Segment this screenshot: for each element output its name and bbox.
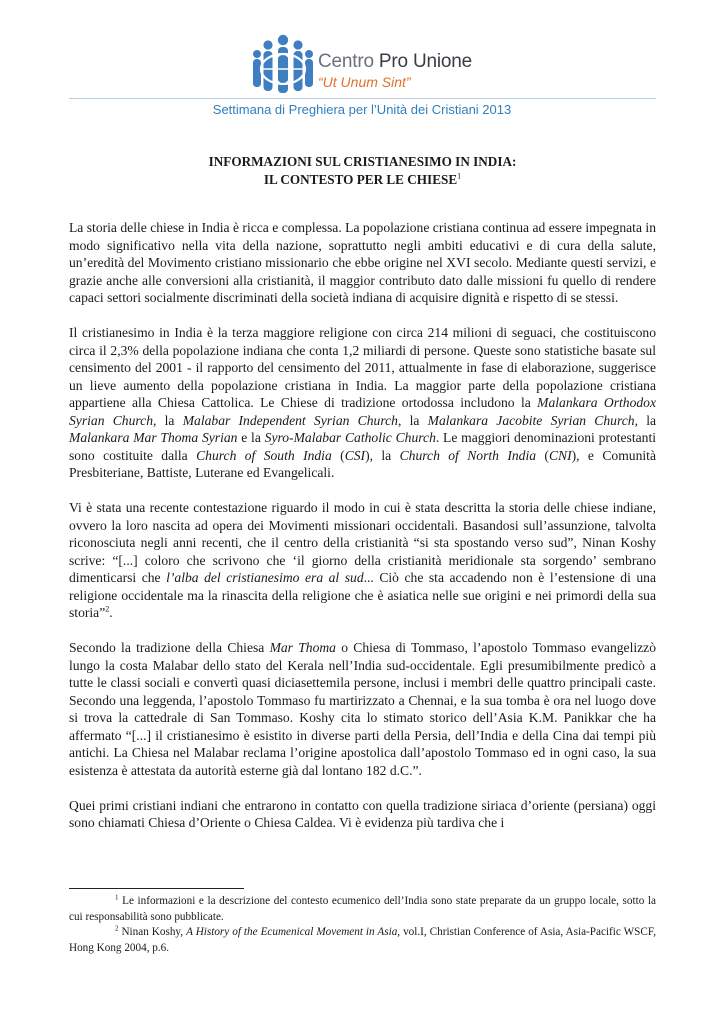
- church-abbreviation: CNI: [548, 447, 572, 463]
- header-title: Settimana di Preghiera per l’Unità dei Cristiani 2013: [212, 102, 512, 117]
- paragraph-1: La storia delle chiese in India è ricca e complessa. La popolazione cristiana continua ad essere impegnata in modo significativo nella vita della nazione, soprattutto negli ambiti educativi e di cura della salute, un’eredità del Movimento cristiano missionario che ebbe origine nel XVI secolo. Mediante questi servizi, e grazie anche alle conversioni alla cristianità, il maggior contributo dato dalle missioni fu quello di rendere capaci settori socialmente discriminati della società indiana di acquisire dignità e rispetto di se stessi.: [69, 220, 656, 305]
- church-name: Church of South India: [196, 447, 332, 463]
- paragraph-2-text: (: [331, 447, 345, 463]
- footnotes: [69, 894, 656, 956]
- footnote-1-text: Le informazioni e la descrizione del contesto ecumenico dell’India sono state preparate da un gruppo locale, sotto la cui responsabilità sono pubblicate.: [69, 895, 656, 923]
- paragraph-4: [69, 639, 656, 779]
- paragraph-2-text: e la: [237, 430, 265, 445]
- logo-motto: “Ut Unum Sint”: [318, 74, 411, 90]
- paragraph-2-text: , la: [634, 412, 657, 428]
- paragraph-4-text: o Chiesa di Tommaso, l’apostolo Tommaso evangelizzò lungo la costa Malabar dello stato del Kerala nell’India sud-occidentale. Egli presumibilmente predicò a tutte le classi sociali e convertì quasi diciasettemila persone, inclusi i membri delle quattro principali caste. Secondo una leggenda, l’apostolo Tommaso fu martirizzato a Chennai, e la sua tomba è ora nel luogo dove si trova la cattedrale di San Tommaso. Koshy cita lo stimato storico dell’Asia K.M. Panikkar che ha affermato “[...] il cristianesimo è esistito in diverse parti della Persia, dell’India e della Cina dai tempi più antichi. La Chiesa nel Malabar reclama l’origine apostolica dall’apostolo Tommaso ed in ogni caso, la sua esistenza è attestata da autorità esterne già dal lontano 182 d.C.”.: [69, 640, 657, 778]
- paragraph-2-text: (: [536, 447, 549, 463]
- paragraph-2-text: , la: [397, 412, 428, 428]
- church-name: Malabar Independent Syrian Church: [182, 412, 398, 428]
- paragraph-5: Quei primi cristiani indiani che entrarono in contatto con quella tradizione siriaca d’oriente (persiana) oggi sono chiamati Chiesa d’Oriente o Chiesa Caldea. Vi è evidenza più tardiva che i: [69, 797, 656, 830]
- logo-name: [318, 51, 472, 73]
- paragraph-3-text: ... Ciò che sta accadendo non è l’estensione di una religione occidentale ma la rinascita della religione che è asiatica nelle sue origini e nei primordi della sua storia”: [69, 570, 657, 620]
- paragraph-3: [69, 499, 656, 622]
- header-rule: [69, 98, 656, 99]
- paragraph-3-text: .: [109, 605, 113, 620]
- paragraph-2-text: , la: [153, 412, 183, 428]
- paragraph-2-text: ), la: [365, 447, 400, 463]
- logo-name-part1: Centro: [318, 51, 379, 72]
- church-name: Church of North India: [399, 447, 537, 463]
- paragraph-2: [69, 324, 656, 482]
- footnote-ref-1: 1: [457, 171, 462, 181]
- logo-text: [318, 51, 472, 91]
- document-title: [69, 153, 656, 189]
- church-name: Malankara Jacobite Syrian Church: [427, 412, 635, 428]
- footnote-1-number: 1: [115, 893, 119, 902]
- church-abbreviation: CSI: [344, 447, 366, 463]
- paragraph-2-text: Il cristianesimo in India è la terza maggiore religione con circa 214 milioni di seguaci, che costituiscono circa il 2,3% della popolazione indiana che conta 1,2 miliardi di persone. Queste sono statistiche basate sul censimento del 2001 - il rapporto del censimento del 2011, attualmente in fase di elaborazione, suggerisce un lieve aumento della popolazione cristiana in India. La maggior parte della popolazione cristiana appartiene alla Chiesa Cattolica. Le Chiese di tradizione ortodossa includono la: [69, 325, 656, 410]
- church-name: Malankara Orthodox Syrian Church: [69, 395, 656, 428]
- italic-quote: l’alba del cristianesimo era al sud: [166, 570, 364, 585]
- people-globe-logo-icon: [250, 33, 316, 97]
- document-body: [69, 219, 656, 832]
- footnote-2-number: 2: [115, 924, 119, 933]
- church-name: Mar Thoma: [269, 640, 336, 655]
- document-title-line2-text: IL CONTESTO PER LE CHIESE: [263, 172, 458, 187]
- footnote-2-book-title: A History of the Ecumenical Movement in Asia: [186, 926, 398, 939]
- footnote-1: [69, 894, 656, 925]
- document-title-line2: [69, 171, 656, 189]
- footnote-2: [69, 925, 656, 956]
- paragraph-2-text: ), e Comunità Presbiteriane, Battiste, Luterane ed Evangelicali.: [69, 447, 656, 480]
- footnote-separator: [69, 888, 244, 889]
- paragraph-2-text: . Le maggiori denominazioni protestanti sono costituite dalla: [69, 430, 657, 463]
- paragraph-4-text: Secondo la tradizione della Chiesa: [69, 640, 270, 655]
- paragraph-3-text: Vi è stata una recente contestazione riguardo il modo in cui è stata descritta la storia delle chiese indiane, ovvero la loro nascita ad opera dei Movimenti missionari occidentali. Basandosi sull’assunzione, talvolta riconosciuta negli anni recenti, che il centro della cristianità “si sta spostando verso sud”, Ninan Koshy scrive: “[...] coloro che scrivono che ‘il giorno della cristianità meridionale sta sorgendo’ sembrano dimenticarsi che: [69, 500, 656, 585]
- document-title-line1: INFORMAZIONI SUL CRISTIANESIMO IN INDIA:: [208, 154, 517, 169]
- centro-pro-unione-logo: [250, 33, 480, 97]
- logo-name-part2: Pro Unione: [378, 51, 472, 72]
- footnote-2-text: , vol.I, Christian Conference of Asia, Asia-Pacific WSCF, Hong Kong 2004, p.6.: [69, 926, 656, 954]
- footnote-ref-2: 2: [105, 604, 110, 614]
- footnote-2-text: Ninan Koshy,: [118, 926, 187, 939]
- church-name: Malankara Mar Thoma Syrian: [69, 430, 238, 445]
- church-name: Syro-Malabar Catholic Church: [264, 430, 436, 445]
